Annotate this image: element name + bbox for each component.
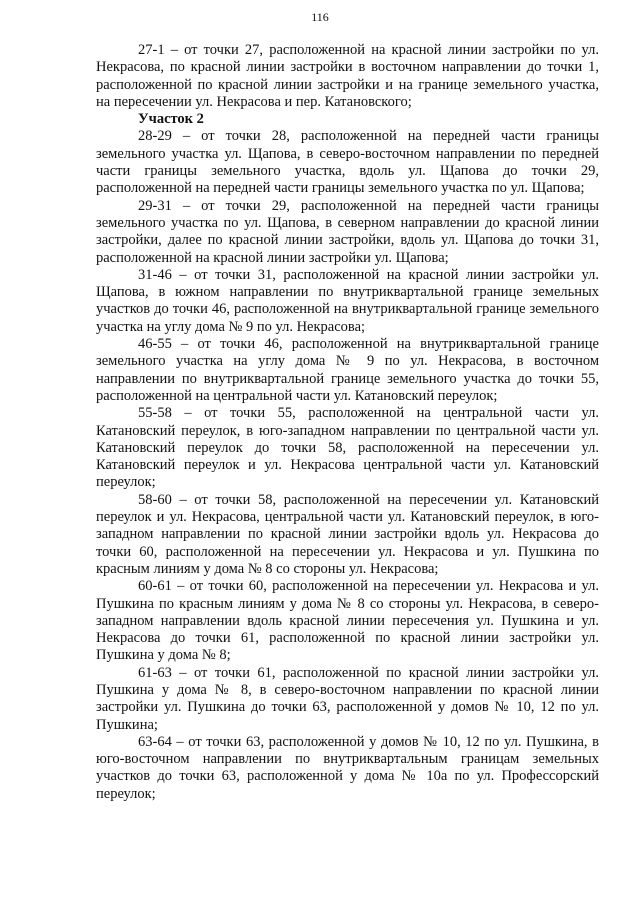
paragraph-28-29: 28-29 – от точки 28, расположенной на передней части границы земельного участка ул. Щапова, в северо-восточном направлении по передней части границы земельного участка, вдоль ул. Щапова до точки 29, расположенной на передней части границы земельного участка по ул. Щапова; <box>96 128 599 197</box>
paragraph-27-1: 27-1 – от точки 27, расположенной на красной линии застройки по ул. Некрасова, по красной линии застройки в восточном направлении до точки 1, расположенной по красной линии застройки и на границе земельного участка, на пересечении ул. Некрасова и пер. Катановского; <box>96 42 599 110</box>
paragraph-29-31: 29-31 – от точки 29, расположенной на передней части границы земельного участка по ул. Щапова, в северном направлении до красной линии застройки, далее по красной линии застройки, вдоль ул. Щапова до точки 31, расположенной на красной линии застройки ул. Щапова; <box>96 197 599 266</box>
page-number: 116 <box>311 10 329 24</box>
section-heading-plot-2: Участок 2 <box>138 111 204 128</box>
paragraph-46-55: 46-55 – от точки 46, расположенной на внутриквартальной границе земельного участка на углу дома № 9 по ул. Некрасова, в восточном направлении по внутриквартальной границе земельного участка до точки 55, расположенной на центральной части ул. Катановский переулок; <box>96 336 599 404</box>
paragraph-31-46: 31-46 – от точки 31, расположенной на красной линии застройки ул. Щапова, в южном направлении по внутриквартальной границе земельных участков до точки 46, расположенной на внутриквартальной границе земельного участка на углу дома № 9 по ул. Некрасова; <box>96 266 599 335</box>
document-body <box>96 42 599 803</box>
paragraph-61-63: 61-63 – от точки 61, расположенной по красной линии застройки ул. Пушкина у дома № 8, в северо-восточном направлении по красной линии застройки ул. Пушкина до точки 63, расположенной у домов № 10, 12 по ул. Пушкина; <box>96 664 599 733</box>
paragraph-58-60: 58-60 – от точки 58, расположенной на пересечении ул. Катановский переулок и ул. Некрасова, центральной части ул. Катановский переулок, в юго-западном направлении по красной линии застройки вдоль ул. Некрасова до точки 60, расположенной на пересечении ул. Некрасова и ул. Пушкина по красным линиям у дома № 8 со стороны ул. Некрасова; <box>96 491 599 577</box>
paragraph-55-58: 55-58 – от точки 55, расположенной на центральной части ул. Катановский переулок, в юго-западном направлении по центральной части ул. Катановский переулок до точки 58, расположенной на пересечении ул. Катановский переулок и ул. Некрасова центральной части ул. Катановский переулок; <box>96 405 599 491</box>
paragraph-60-61: 60-61 – от точки 60, расположенной на пересечении ул. Некрасова и ул. Пушкина по красным линиям у дома № 8 со стороны ул. Некрасова, в северо-западном направлении вдоль красной линии пересечения ул. Пушкина и ул. Некрасова до точки 61, расположенной по красной линии застройки ул. Пушкина у дома № 8; <box>96 578 599 664</box>
paragraph-63-64: 63-64 – от точки 63, расположенной у домов № 10, 12 по ул. Пушкина, в юго-восточном направлении по внутриквартальным границам земельных участков до точки 63, расположенной у дома № 10а по ул. Профессорский переулок; <box>96 733 599 802</box>
